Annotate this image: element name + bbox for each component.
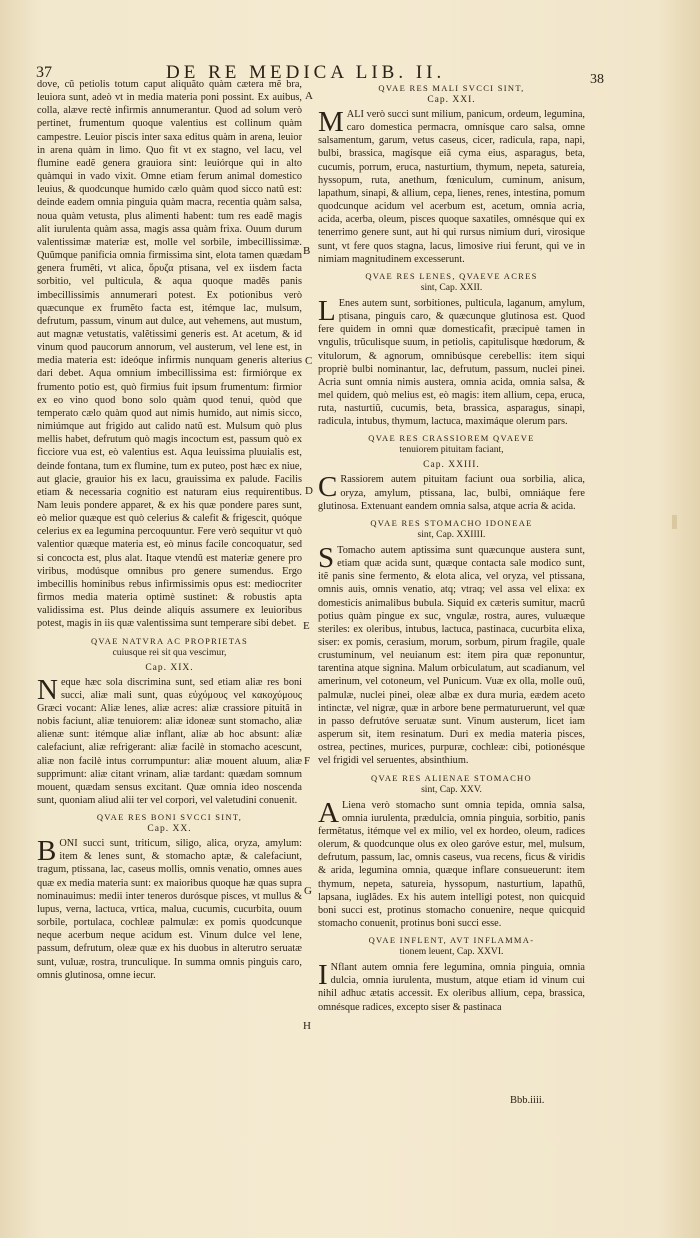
margin-letter: B (303, 245, 311, 257)
chapter-number: Cap. XXI. (427, 95, 476, 105)
paragraph (37, 837, 302, 982)
chapter-title: QVAE RES STOMACHO IDONEAE (370, 517, 533, 528)
drop-cap: M (318, 106, 344, 138)
paragraph-text: Liena verò stomacho sunt omnia tepida, omnia salsa, omnia iurulenta, prædulcia, omnia pinguia, sorbitio, panis fermẽtatus, itémque vel ex milio, vel ex hordeo, oleum, radices olerum, & quodcunque olus ex oleo garóve estur, mel, mulsum, defrutum, passum, lac, omnis caseus, vua recens, ficus & viridis & arida, legumina omnia, quæque inflare consueuerunt: item thymum, nepeta, satureia, hyssopum, nasturtium, lapathũ, lapsana, iuglãdes. Ex his autem intelligi potest, non quicquid boni succi est, protinus stomacho conuenire, neque quicquid stomacho conuenit, protinus boni succi esse. (318, 799, 585, 929)
drop-cap: A (318, 796, 339, 829)
chapter-subtitle: tionem leuent, Cap. XXVI. (399, 946, 504, 958)
paragraph-text: ALI verò succi sunt milium, panicum, ordeum, legumina, caro domestica permacra, omnísque caro salsa, omne salsamentum, garum, vetus caseus, cicer, radicula, rapa, napi, bulbi, brassica, magísque eiã cyma eius, asparagus, beta, cucumis, porrum, eruca, nasturtium, thymum, nepeta, satureia, hyssopum, ruta, anethum, fœniculum, cuminum, anisum, lapathum, sinapi, & allium, cepa, lienes, renes, intestina, pomum quodcunque acidum vel acerbum est, acetum, omnia acria, acida, acerba, oleum, pisces quoque saxatiles, omnésque qui ex tenerrimo genere sunt, aut hi qui rursus nimium duri, virosique sunt, vt fere quos stagna, lacus, limosive riui ferunt, qui ve in nimiam magnitudinem excesserunt. (318, 109, 585, 265)
paragraph (318, 961, 585, 1014)
page-edge-mark (672, 515, 677, 529)
drop-cap: I (318, 959, 328, 992)
chapter-number: Cap. XX. (147, 824, 192, 835)
paragraph: dove, cũ petiolis totum caput aliquãto quàm cætera mẽ bra, leuiora sunt, adeò vt in media materia poni possint. Ex auibus, colla, alæve rectè infirmis annumerantur. Quod ad solum verò pertinet, frumentum quoque valentius est collinum quàm campestre. Leuior piscis inter saxa editus quàm in arena, leuior in arena quàm in limo. Quo fit vt ex stagno, vel lacu, vel flumine eadẽ genera grauiora sint: leuiórque qui in alto quàmqui in vado vixit. Omne etiam ferum animal domestico leuius, & quodcunque humido cælo quàm quod sicco natũ est: deinde eadem omnia pinguia quàm macra, recentia quàm salsa, noua quàm vetusta, plus alimenti habent: tum res eadẽ magis alit iurulenta quàm assa, magis assa quàm frixa. Ouum durum valentissimæ materiæ est, molle vel sorbile, imbecillissimæ. Quũmque panificia omnia firmissima sint, elota tamen quædam genera frumẽti, vt alica, ὄρυζα ptisana, vel ex iisdem facta sorbitio, vel pulticula, & aqua quoque madẽs panis imbecillissimis annumerari potest. Ex potionibus verò quæcunque ex frumẽto facta est, itémque lac, mulsum, defrutum, passum, vinum aut dulce, aut vehemens, aut mustum, aut magnæ vetustatis, valẽtissimi generis est. At acetum, & id vinum quod paucorum annorum, vel austerum, vel lene est, in media materia est: ideóque infirmis nunquam generis alterius dari debet. Aqua omnium imbecillissima est: firmiórque ex frumento potio est, quò firmius fuit ipsum frumentum: firmior ex eo vino quod bono solo quàm quod tenui, quòd que temperato cælo quàm quod aut nimis humido, aut nimis sicco, nimiúmque aut frigido aut calido natũ est. Mulsum quò plus mellis habet, defrutum quò magis incoctum est, passum quò ex ficciore vua est, eò valentius est. Aqua leuissima pluuialis est, deinde fontana, tum ex flumine, tum ex puteo, post hæc ex niue, aut glacie, grauior his ex lacu, grauissima ex palude. Facilis etiam & necessaria cognitio est naturam eius requirentibus. Nam leuis pondere apparet, & ex his quæ pondere pares sunt, eò melior quæque est quò celerius & calefit & frigescit, quóque celerius ex ea legumina percoquuntur. Fere verò sequitur vt quò valentior quæque materia est, eò minus facile concoquatur, sed si concocta est, plus alat. Itaque vtendũ est materiæ genere pro viribus, modúsque omnibus pro genere sumendus. Ergo imbecillis hominibus rebus infirmissimis opus est: mediocriter firmos media materia optimè sustinet: & robustis apta validissima est. Plus deinde aliquis assumere ex leuioribus potest, magis in iis quæ valentissima sunt temperare sibi debet. (37, 79, 302, 630)
running-title: DE RE MEDICA LIB. II. (166, 62, 446, 83)
chapter-number: Cap. XIX. (145, 662, 194, 673)
left-column (37, 78, 302, 986)
paragraph (318, 796, 585, 931)
right-column (318, 78, 585, 1018)
margin-letter: E (303, 620, 310, 632)
chapter-title: QVAE RES CRASSIOREM QVAEVE (368, 433, 535, 444)
chapter-subtitle: cuiusque rei sit qua vescimur, (112, 646, 227, 658)
chapter-title: QVAE RES MALI SVCCI SINT, (378, 83, 525, 93)
paragraph (37, 673, 302, 808)
margin-letter: D (305, 485, 313, 497)
paragraph-text: Tomacho autem aptissima sunt quæcunque austera sunt, etiam quæ acida sunt, quæque contacta sale modico sunt, itẽ panis sine fermento, & elota alica, vel oryza, vel ptissana, omnis auis, omnis venatio, atq; vtraq; vel assa vel elixa: ex domesticis animalibus bubula. Siquid ex cæteris sumitur, macrũ potius quàm pingue ex suc, vngulæ, rostra, aures, vuluæque steriles: ex oleribus, intubus, lactuca, pastinaca, cucurbita elixa, siser: ex pomis, cerasium, morum, sorbum, pirum fragile, quale crustuminum, vel neuianum est: item pira quæ reponuntur, tarentina atque signina. Malum orbiculatum, aut scadianum, vel amerinum, vel cotoneum, vel Punicum. Vuæ ex olla, molle ouũ, palmulæ, nuclei pinei, oleæ albæ ex dura muria, eædem aceto intinctæ, vel nigræ, quæ in arbore bene permaturuerunt, vel quæ in passo defrutóve seruatæ sunt. Vinum austerum, licet iam asperum sit, item resinatum. Duri ex media materia pisces, ostrea, pectines, murices, purpuræ, cochleæ: cibi, potionésque vel frigidi vel seruentes, absinthium. (318, 544, 585, 767)
chapter-subtitle: sint, Cap. XXV. (421, 783, 482, 795)
page-number-right: 38 (590, 72, 604, 87)
margin-letter: A (305, 90, 313, 102)
drop-cap: S (318, 541, 335, 574)
margin-letter: C (305, 355, 313, 367)
signature-mark: Bbb.iiii. (510, 1095, 545, 1106)
paragraph (318, 541, 585, 768)
paragraph (318, 294, 585, 429)
margin-letter: G (304, 885, 312, 897)
chapter-title: QVAE INFLENT, AVT INFLAMMA- (368, 935, 535, 946)
paragraph (318, 108, 585, 266)
paragraph-text: Nflant autem omnia fere legumina, omnia pinguia, omnia dulcia, omnia iurulenta, mustum, atque etiam id vinum cui nihil adhuc ætatis accessit. Ex oleribus allium, cepa, brassica, omnésque radices, excepto siser & pastinaca (318, 962, 585, 1013)
chapter-subtitle: tenuiorem pituitam faciant, (399, 444, 504, 456)
chapter-subtitle: sint, Cap. XXIIII. (417, 528, 486, 540)
margin-letter: F (304, 755, 311, 767)
paragraph-text: Rassiorem autem pituitam faciunt oua sorbilia, alica, oryza, amylum, ptissana, lac, bulbi, omniáque fere glutinosa. Extenuant eandem omnia salsa, atque acria & acida. (318, 474, 585, 512)
drop-cap: B (37, 835, 57, 868)
chapter-subtitle: sint, Cap. XXII. (420, 281, 483, 293)
drop-cap: L (318, 294, 336, 327)
chapter-title: QVAE RES ALIENAE STOMACHO (371, 772, 532, 783)
margin-letter: H (303, 1020, 311, 1032)
paragraph-text: Enes autem sunt, sorbitiones, pulticula, laganum, amylum, ptisana, pinguis caro, & quæcunque glutinosa est. Quod fere quidem in omni quæ domesticafit, præcipuè tamen in vngulis, trũculisque suum, in petiolis, capitulisque hœdorum, & vitulorum, & agnorum, omnibúsque cerebellis: item siqui propriè bulbi nominantur, lac, defrutum, passum, nuclei pinei. Acria sunt omnia nimis austera, omnia acida, omnia salsa, & mel quidem, quò melius est, eò magis: item allium, cepa, eruca, ruta, nasturtiũ, cucumis, beta, brassica, asparagus, sinapi, radicula, intubus, thymum, lactuca, maximáque olerum pars. (318, 297, 585, 428)
chapter-title: QVAE NATVRA AC PROPRIETAS (90, 635, 249, 646)
chapter-title: QVAE RES LENES, QVAEVE ACRES (365, 270, 538, 281)
paragraph-text: ONI succi sunt, triticum, siligo, alica, oryza, amylum: item & lenes sunt, & stomacho aptæ, & calefaciunt, tragum, ptissana, lac, caseus mollis, omnis venatio, omnes aues quæ ex media materia sunt: ex maioribus quoque hæ quas supra nominauimus: medii inter teneros durósque pisces, vt mullus & lupus, verna, lactuca, vrtica, malua, cucumis, cucurbita, ouum sorbile, portulaca, cochleæ palmulæ: ex pomis quodcunque neque acerbum neque acidum est. Vinum dulce vel lene, passum, defrutum, oleæ quæ ex his duobus in alterutro seruatæ sunt, vuluæ, rostra, trunculique. In summa omnis pinguis caro, omnis glutinosa, omne iecur. (37, 838, 302, 981)
drop-cap: N (37, 673, 58, 706)
paragraph-text: eque hæc sola discrimina sunt, sed etiam aliæ res boni succi, aliæ mali sunt, quas εὐχύμους vel κακοχύμους Græci vocant: Aliæ lenes, aliæ acres: aliæ crassiore pituitã in nobis faciunt, aliæ tenuiorem: aliæ idoneæ sunt stomacho, aliæ alienæ sunt: itémque aliæ inflant, aliæ ab hoc absunt: aliæ calefaciunt, aliæ refrigerant: aliæ facilè in stomacho acescunt, aliæ non facilè intus corrumpuntur: aliæ mouent aluum, aliæ supprimunt: aliæ citant vrinam, aliæ tardant: quædam somnum mouent, quædam sensus excitant. Quæ omnia ideo noscenda sunt, quoniam aliud alii ter vel corpori, vel valetudini conuenit. (37, 676, 302, 806)
paragraph (318, 473, 585, 512)
chapter-title: QVAE RES BONI SVCCI SINT, (96, 812, 243, 823)
chapter-number: Cap. XXIII. (423, 460, 480, 471)
page-number-left: 37 (36, 64, 52, 81)
drop-cap: C (318, 471, 338, 504)
